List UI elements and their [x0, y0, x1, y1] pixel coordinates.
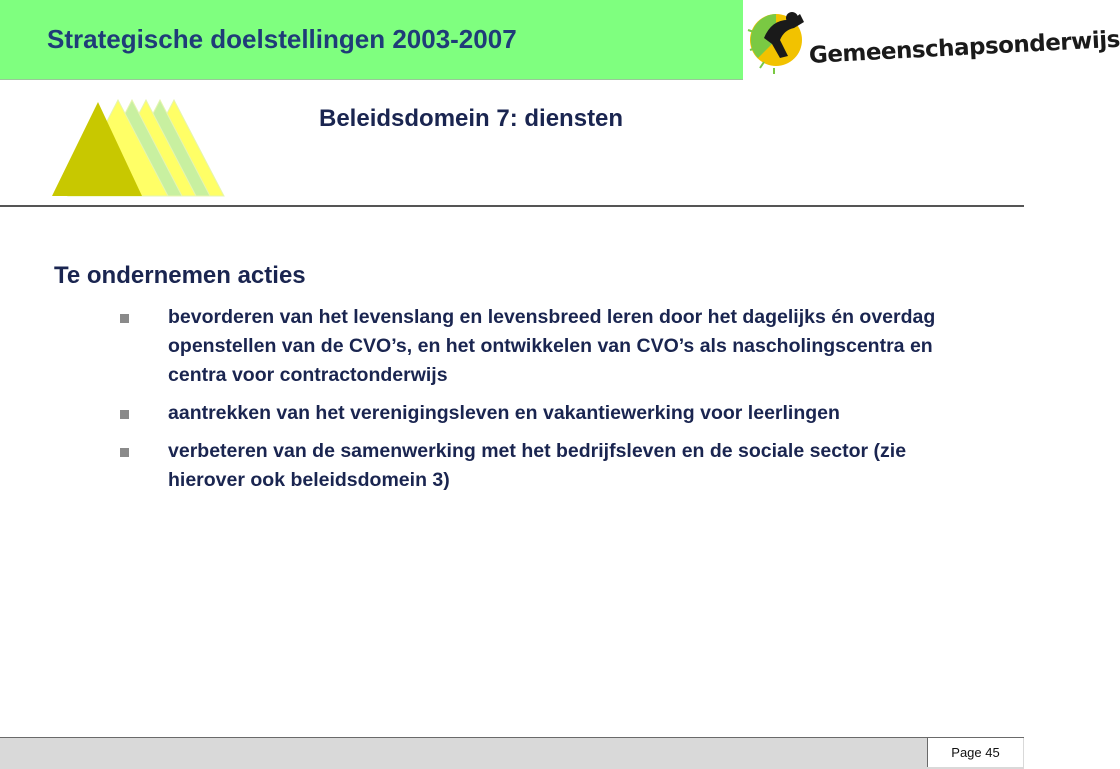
page-number: Page 45: [927, 738, 1023, 767]
square-bullet-icon: [120, 410, 129, 419]
list-item: [118, 303, 988, 390]
header-bar: [0, 0, 743, 80]
logo: [744, 0, 1120, 79]
bullet-list: [118, 303, 988, 504]
slide-title: Strategische doelstellingen 2003-2007: [47, 24, 517, 54]
list-item: [118, 399, 988, 428]
subtitle: Beleidsdomein 7: diensten: [319, 105, 624, 132]
footer-bar: [0, 737, 1024, 769]
logo-wordmark: Gemeenschapsonderwijs: [808, 26, 1120, 69]
square-bullet-icon: [120, 448, 129, 457]
list-item-text: verbeteren van de samenwerking met het bedrijfsleven en de sociale sector (zie hierover ook beleidsdomein 3): [168, 440, 907, 491]
square-bullet-icon: [120, 314, 129, 323]
list-item-text: aantrekken van het verenigingsleven en vakantiewerking voor leerlingen: [168, 402, 840, 424]
section-heading: Te ondernemen acties: [54, 262, 306, 289]
list-item-text: bevorderen van het levenslang en levensbreed leren door het dagelijks én overdag openstellen van de CVO’s, en het ontwikkelen van CVO’s als nascholingscentra en centra voor contractonderwijs: [168, 306, 936, 386]
divider: [0, 205, 1024, 207]
triangles-decoration: [50, 100, 230, 200]
list-item: [118, 437, 988, 495]
